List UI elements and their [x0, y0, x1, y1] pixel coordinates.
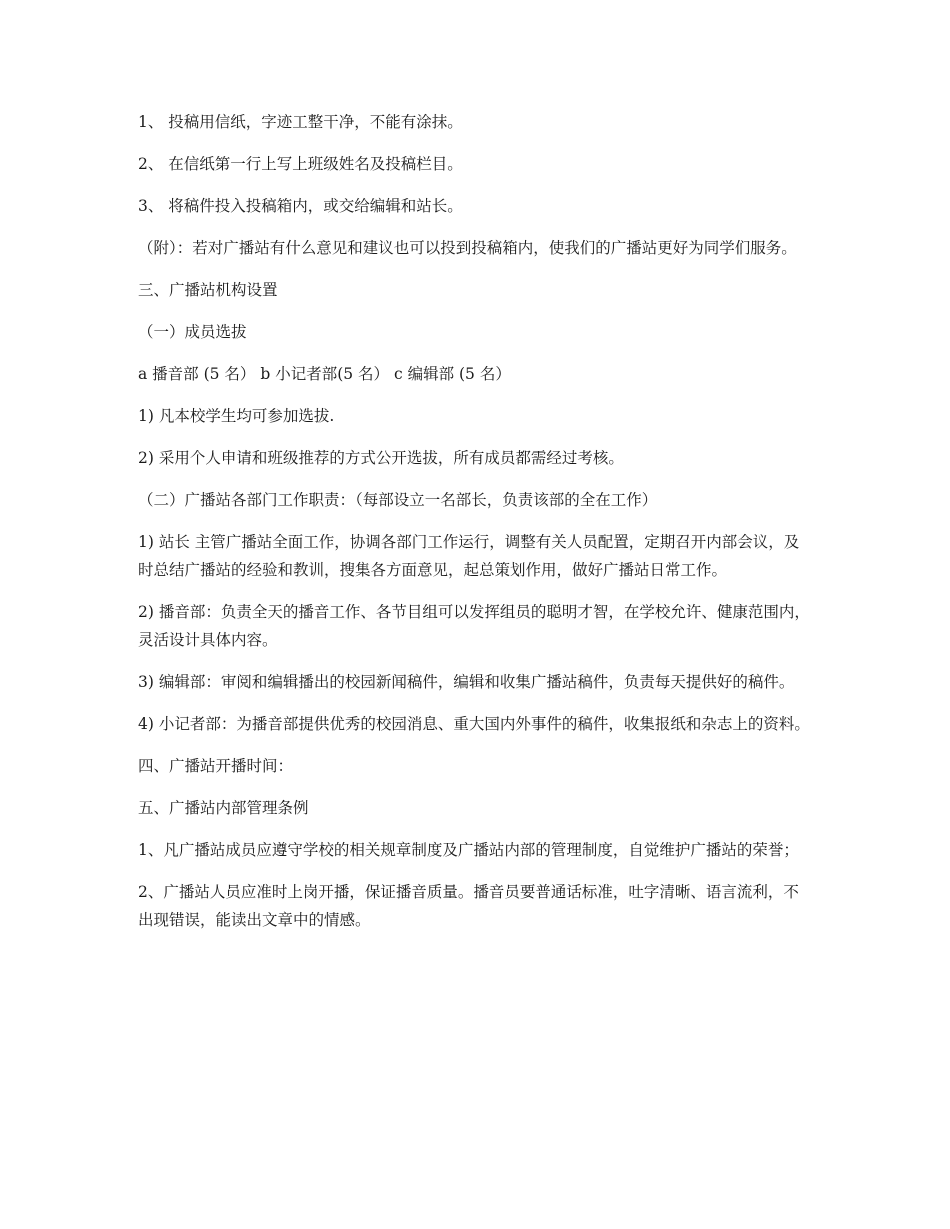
paragraph-submission-rule-2: 2、 在信纸第一行上写上班级姓名及投稿栏目。 — [138, 155, 463, 173]
paragraph-duty-editing: 3) 编辑部：审阅和编辑播出的校园新闻稿件，编辑和收集广播站稿件，负责每天提供好的稿件。 — [138, 673, 795, 691]
paragraph-duty-station-head: 1) 站长 主管广播站全面工作，协调各部门工作运行，调整有关人员配置，定期召开内部会议，及时总结广播站的经验和教训，搜集各方面意见，起总策划作用，做好广播站日常工作。 — [138, 533, 800, 579]
paragraph-submission-rule-3: 3、 将稿件投入投稿箱内，或交给编辑和站长。 — [138, 197, 463, 215]
paragraph-management-rule-2: 2、广播站人员应准时上岗开播，保证播音质量。播音员要普通话标准，吐字清晰、语言流利，不出现错误，能读出文章中的情感。 — [138, 883, 799, 929]
paragraph-selection-rule-1: 1) 凡本校学生均可参加选拔. — [138, 407, 335, 425]
paragraph-departments: a 播音部 (5 名） b 小记者部(5 名） c 编辑部 (5 名） — [138, 365, 511, 383]
subsection-heading-duties: （二）广播站各部门工作职责：（每部设立一名部长，负责该部的全在工作） — [138, 491, 658, 509]
paragraph-duty-broadcast: 2) 播音部：负责全天的播音工作、各节目组可以发挥组员的聪明才智，在学校允许、健康范围内，灵活设计具体内容。 — [138, 603, 810, 649]
document-page — [138, 108, 810, 948]
paragraph-duty-reporters: 4) 小记者部：为播音部提供优秀的校园消息、重大国内外事件的稿件，收集报纸和杂志上的资料。 — [138, 715, 810, 733]
paragraph-selection-rule-2: 2) 采用个人申请和班级推荐的方式公开选拔，所有成员都需经过考核。 — [138, 449, 624, 467]
subsection-heading-selection: （一）成员选拔 — [138, 323, 247, 341]
section-heading-schedule: 四、广播站开播时间： — [138, 757, 294, 775]
paragraph-appendix-note: （附）：若对广播站有什么意见和建议也可以投到投稿箱内，使我们的广播站更好为同学们服务。 — [138, 239, 797, 257]
paragraph-management-rule-1: 1、凡广播站成员应遵守学校的相关规章制度及广播站内部的管理制度，自觉维护广播站的荣誉； — [138, 841, 799, 859]
section-heading-structure: 三、广播站机构设置 — [138, 281, 278, 299]
paragraph-submission-rule-1: 1、 投稿用信纸，字迹工整干净，不能有涂抹。 — [138, 113, 463, 131]
section-heading-management: 五、广播站内部管理条例 — [138, 799, 309, 817]
